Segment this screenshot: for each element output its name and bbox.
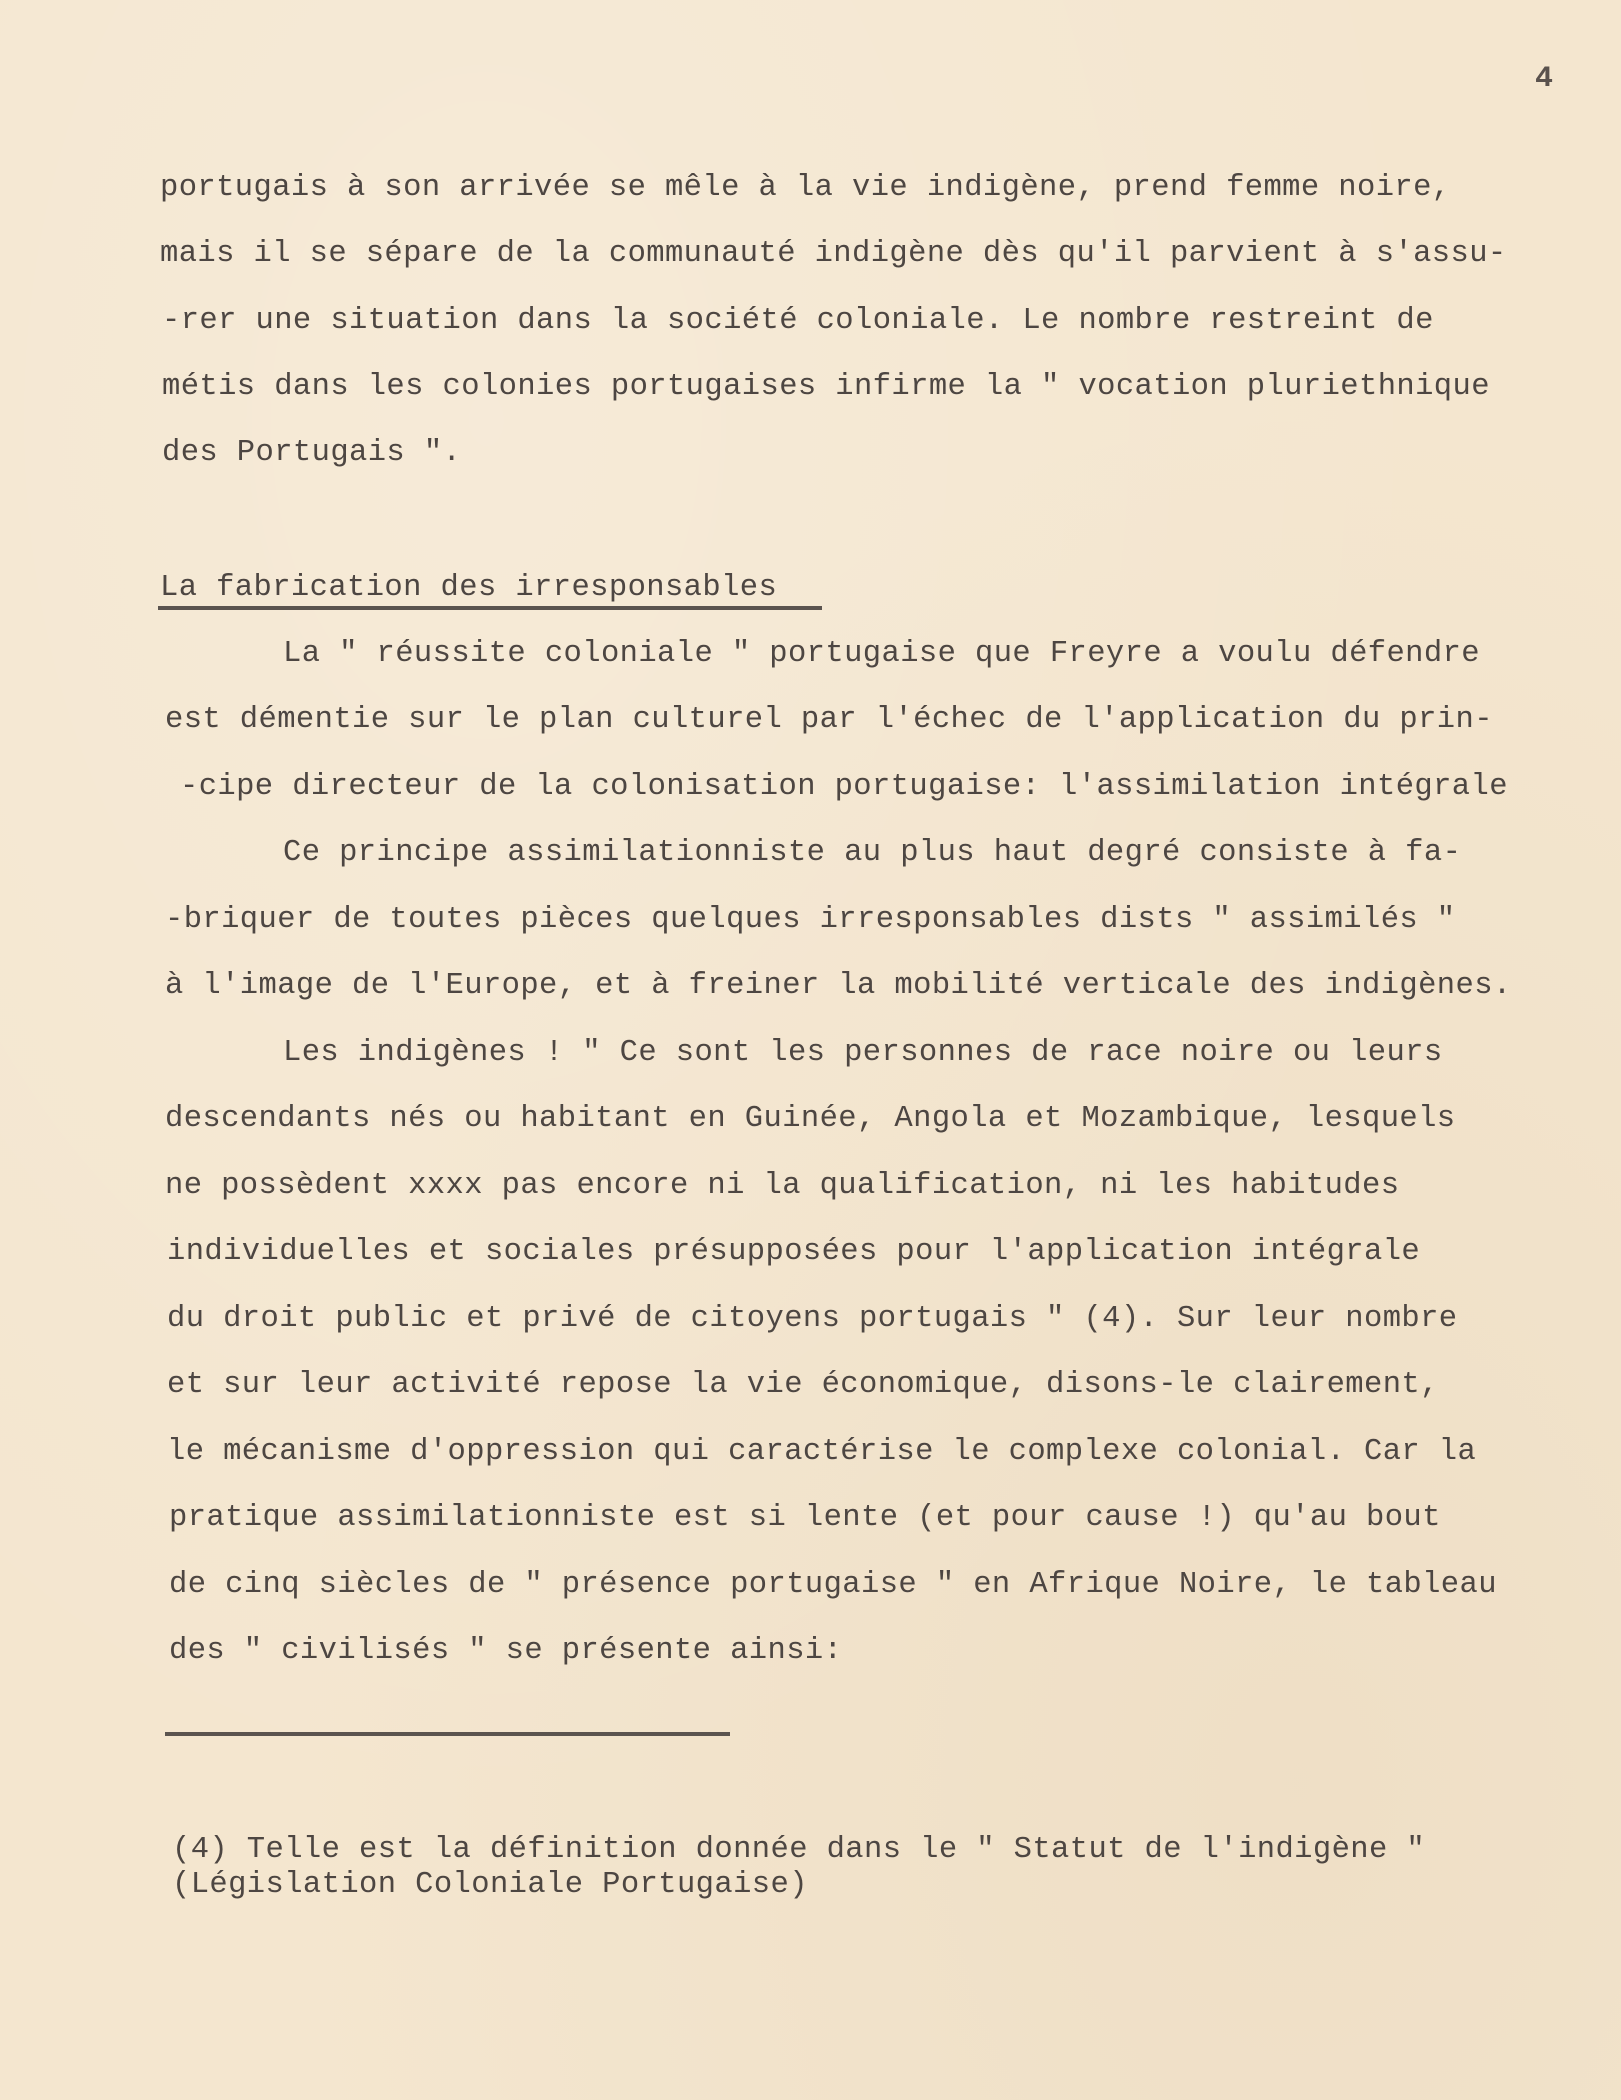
page-number: 4 (1535, 62, 1554, 96)
text-line: -rer une situation dans la société coloniale. Le nombre restreint de (162, 304, 1434, 338)
section-heading: La fabrication des irresponsables (160, 571, 778, 605)
text-line: portugais à son arrivée se mêle à la vie indigène, prend femme noire, (160, 171, 1451, 205)
text-line: descendants nés ou habitant en Guinée, Angola et Mozambique, lesquels (165, 1102, 1456, 1136)
text-line: métis dans les colonies portugaises infirme la " vocation pluriethnique (162, 370, 1490, 404)
text-line: et sur leur activité repose la vie économique, disons-le clairement, (167, 1368, 1439, 1402)
text-line: Ce principe assimilationniste au plus haut degré consiste à fa- (283, 836, 1462, 870)
text-line: Les indigènes ! " Ce sont les personnes de race noire ou leurs (283, 1036, 1443, 1070)
text-line: mais il se sépare de la communauté indigène dès qu'il parvient à s'assu- (160, 237, 1507, 271)
footnote-line: (Législation Coloniale Portugaise) (172, 1868, 808, 1902)
text-line: individuelles et sociales présupposées pour l'application intégrale (167, 1235, 1421, 1269)
footnote-line: (4) Telle est la définition donnée dans le " Statut de l'indigène " (172, 1833, 1426, 1867)
text-line: de cinq siècles de " présence portugaise " en Afrique Noire, le tableau (169, 1568, 1497, 1602)
text-line: des Portugais ". (162, 436, 462, 470)
text-line: est démentie sur le plan culturel par l'échec de l'application du prin- (165, 703, 1493, 737)
text-line: -briquer de toutes pièces quelques irresponsables dists " assimilés " (165, 903, 1456, 937)
text-line: à l'image de l'Europe, et à freiner la mobilité verticale des indigènes. (165, 969, 1512, 1003)
text-line: -cipe directeur de la colonisation portugaise: l'assimilation intégrale (180, 770, 1508, 804)
text-line: ne possèdent xxxx pas encore ni la qualification, ni les habitudes (165, 1169, 1400, 1203)
text-line: pratique assimilationniste est si lente (et pour cause !) qu'au bout (169, 1501, 1441, 1535)
text-line: des " civilisés " se présente ainsi: (169, 1634, 843, 1668)
footnote-rule (165, 1732, 730, 1736)
text-line: du droit public et privé de citoyens portugais " (4). Sur leur nombre (167, 1302, 1458, 1336)
heading-underline (158, 606, 822, 610)
text-line: le mécanisme d'oppression qui caractérise le complexe colonial. Car la (167, 1435, 1477, 1469)
text-line: La " réussite coloniale " portugaise que Freyre a voulu défendre (283, 637, 1480, 671)
